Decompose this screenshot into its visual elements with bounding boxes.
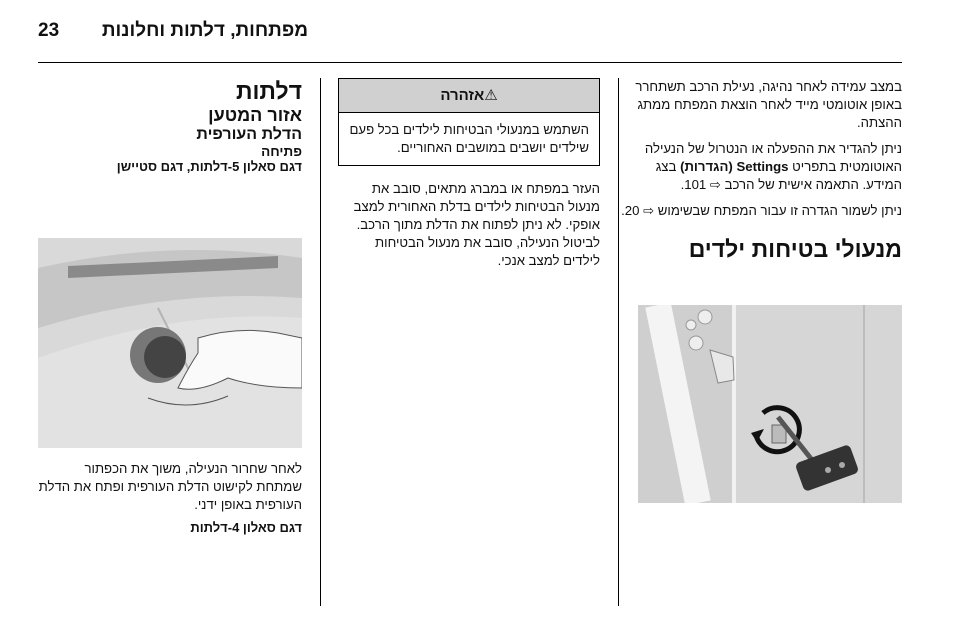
left-column <box>38 78 302 174</box>
warning-box <box>338 78 600 166</box>
tailgate-drawing <box>38 238 302 448</box>
child-lock-instructions: העזר במפתח או במברג מתאים, סובב את מנעול הבטיחות לילדים בדלת האחורית למצב אופקי. לא ניתן לפתוח את הדלת מתוך הרכב. לביטול הנעילה, סובב את מנעול הבטיחות לילדים למצב אנכי. <box>353 181 600 268</box>
settings-paragraph <box>620 140 902 194</box>
opening-heading: פתיחה <box>261 144 302 159</box>
child-lock-drawing <box>638 305 902 503</box>
warning-title: אזהרה <box>440 87 485 104</box>
doors-heading: דלתות <box>235 78 302 104</box>
tailgate-instructions: לאחר שחרור הנעילה, משוך את הכפתור שמתחת לקישוט הדלת העורפית ופתח את הדלת העורפית באופן ידני. <box>38 461 302 512</box>
settings-text-start: ניתן להגדיר את ההפעלה או הנטרול של הנעילה האוטומטית בתפריט <box>644 141 902 174</box>
left-column-bottom <box>38 460 302 535</box>
warning-text: השתמש במנעולי הבטיחות לילדים בכל פעם שילדים יושבים במושבים האחוריים. <box>349 122 589 155</box>
header-divider <box>38 62 902 63</box>
tailgate-figure <box>38 238 302 448</box>
warning-header <box>339 79 599 113</box>
child-lock-figure <box>638 305 902 503</box>
right-column <box>620 78 902 263</box>
page-number: 23 <box>38 20 60 41</box>
settings-text-end: בצג המידע. התאמה אישית של הרכב ⇨ 101. <box>655 159 902 192</box>
key-setting-paragraph: ניתן לשמור הגדרה זו עבור המפתח שבשימוש ⇨ 20. <box>621 203 902 218</box>
luggage-area-heading: אזור המטען <box>208 105 302 125</box>
column-divider-left <box>320 78 321 606</box>
model-line: דגם סאלון 5-דלתות, דגם סטיישן <box>116 159 302 174</box>
tailgate-heading: הדלת העורפית <box>196 126 302 143</box>
settings-menu-name: Settings (הגדרות) <box>680 159 789 174</box>
middle-column <box>338 78 600 270</box>
page-header-title: מפתחות, דלתות וחלונות <box>101 20 308 41</box>
warning-triangle-icon: ⚠ <box>484 87 498 104</box>
sedan-caption: דגם סאלון 4-דלתות <box>190 520 302 535</box>
child-locks-heading: מנעולי בטיחות ילדים <box>688 236 902 262</box>
column-divider-right <box>618 78 619 606</box>
auto-unlock-paragraph: במצב עמידה לאחר נהיגה, נעילת הרכב תשתחרר באופן אוטומטי מייד לאחר הוצאת המפתח ממתג ההצתה. <box>635 79 902 130</box>
